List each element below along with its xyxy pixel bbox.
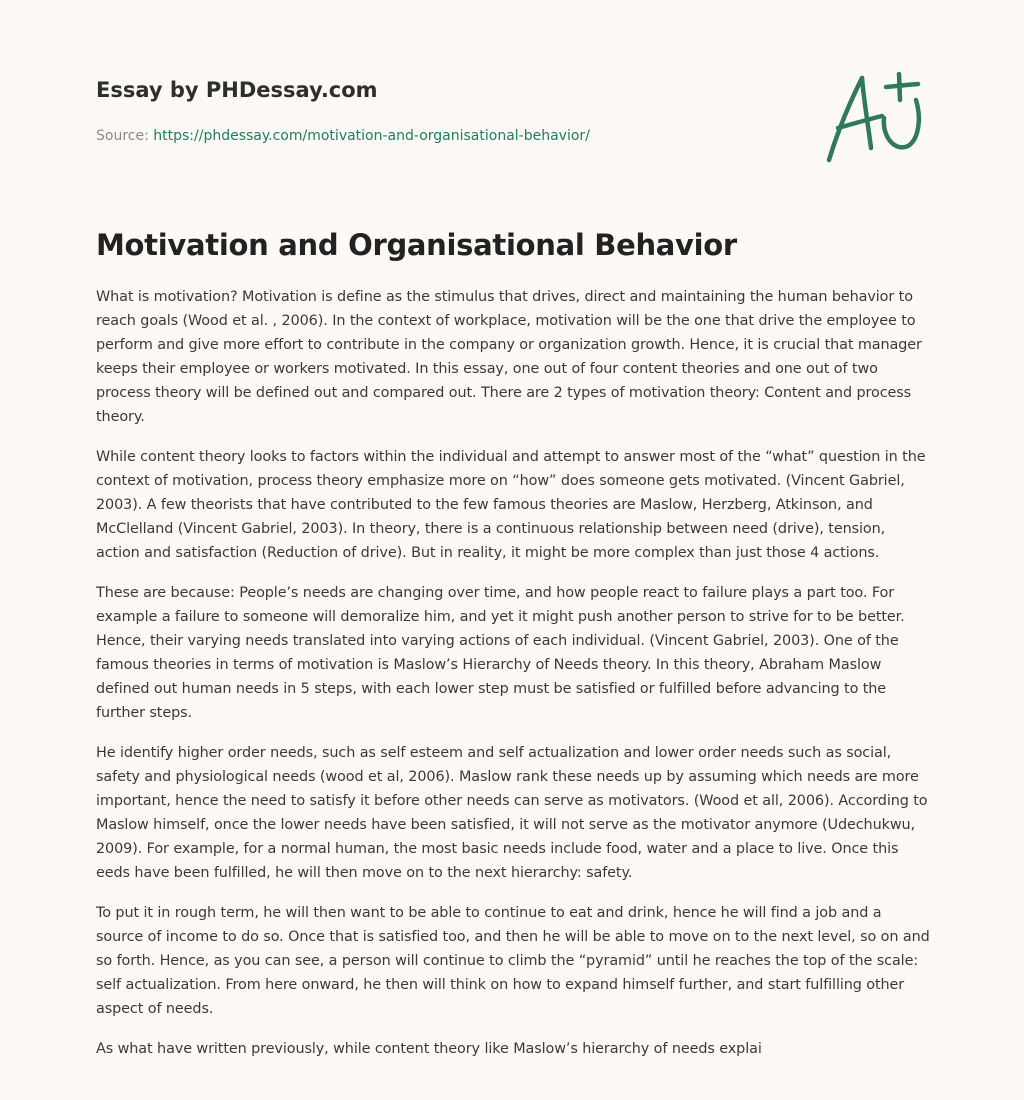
- source-link[interactable]: https://phdessay.com/motivation-and-organisational-behavior/: [153, 128, 590, 144]
- essay-title: Motivation and Organisational Behavior: [96, 228, 737, 262]
- essay-paragraph: To put it in rough term, he will then want to be able to continue to eat and drink, hence he will find a job and a source of income to do so. Once that is satisfied too, and then he will be able to move on to the next level, so on and so forth. Hence, as you can see, a person will continue to climb the “pyramid” until he reaches the top of the scale: self actualization. From here onward, he then will think on how to expand himself further, and start fulfilling other aspect of needs.: [96, 905, 930, 1017]
- site-title: Essay by PHDessay.com: [96, 78, 378, 102]
- essay-paragraph: While content theory looks to factors within the individual and attempt to answer most of the “what” question in the context of motivation, process theory emphasize more on “how” does someone gets motivated. (Vincent Gabriel, 2003). A few theorists that have contributed to the few famous theories are Maslow, Herzberg, Atkinson, and McClelland (Vincent Gabriel, 2003). In theory, there is a continuous relationship between need (drive), tension, action and satisfaction (Reduction of drive). But in reality, it might be more complex than just those 4 actions.: [96, 449, 926, 561]
- essay-paragraph: As what have written previously, while content theory like Maslow’s hierarchy of needs explai: [96, 1041, 762, 1057]
- page-header: [96, 76, 796, 146]
- essay-paragraph: He identify higher order needs, such as self esteem and self actualization and lower order needs such as social, safety and physiological needs (wood et al, 2006). Maslow rank these needs up by assuming which needs are more important, hence the need to satisfy it before other needs can serve as motivators. (Wood et all, 2006). According to Maslow himself, once the lower needs have been satisfied, it will not serve as the motivator anymore (Udechukwu, 2009). For example, for a normal human, the most basic needs include food, water and a place to live. Once this eeds have been fulfilled, he will then move on to the next hierarchy: safety.: [96, 745, 928, 881]
- essay-paragraph: What is motivation? Motivation is define as the stimulus that drives, direct and maintaining the human behavior to reach goals (Wood et al. , 2006). In the context of workplace, motivation will be the one that drive the employee to perform and give more effort to contribute in the company or organization growth. Hence, it is crucial that manager keeps their employee or workers motivated. In this essay, one out of four content theories and one out of two process theory will be defined out and compared out. There are 2 types of motivation theory: Content and process theory.: [96, 289, 922, 425]
- a-plus-logo-icon: [822, 68, 926, 166]
- essay-paragraph: These are because: People’s needs are changing over time, and how people react to failure plays a part too. For example a failure to someone will demoralize him, and yet it might push another person to strive for to be better. Hence, their varying needs translated into varying actions of each individual. (Vincent Gabriel, 2003). One of the famous theories in terms of motivation is Maslow’s Hierarchy of Needs theory. In this theory, Abraham Maslow defined out human needs in 5 steps, with each lower step must be satisfied or fulfilled before advancing to the further steps.: [96, 585, 905, 721]
- essay-body: [96, 285, 932, 1077]
- source-line: [96, 126, 796, 146]
- source-label: Source:: [96, 128, 149, 144]
